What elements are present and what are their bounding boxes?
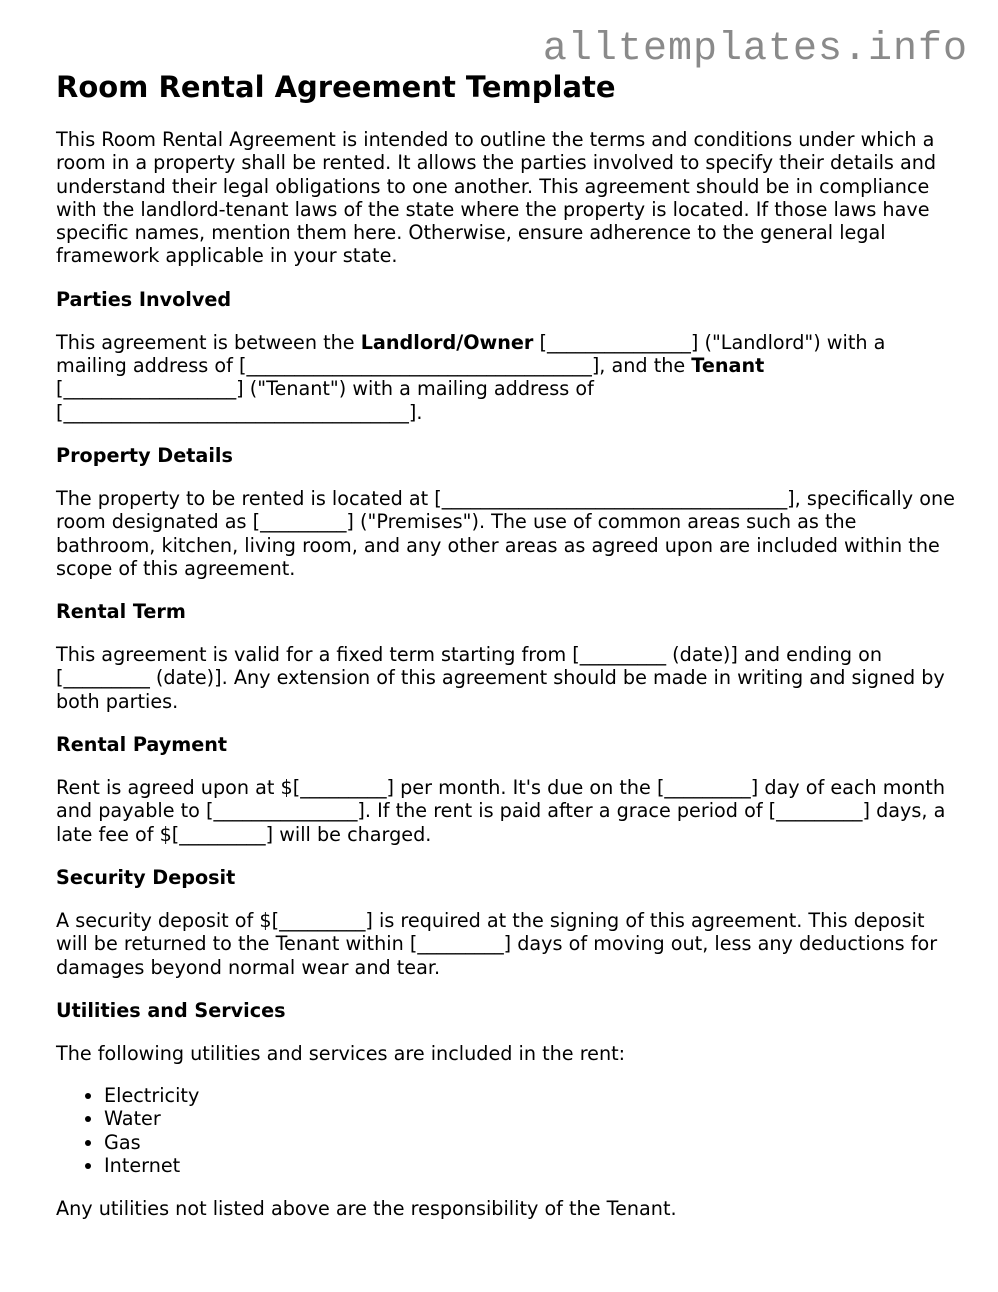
utilities-list — [56, 1084, 956, 1177]
section-heading: Utilities and Services — [56, 998, 286, 1022]
section-parties — [56, 288, 956, 424]
section-text: Rent is agreed upon at $[_________] per month. It's due on the [_________] day of each month and payable to [_______________]. If the rent is paid after a grace period of [_________] days, a late fee of $[_________] will be charged. — [56, 776, 946, 846]
section-heading: Security Deposit — [56, 865, 236, 889]
text-run: [_______________] ("Landlord") with a mailing address of [____________________________________], and the — [56, 330, 886, 378]
list-item: • Electricity — [104, 1084, 956, 1107]
section-text: A security deposit of $[_________] is required at the signing of this agreement. This deposit will be returned to the Tenant within [_________] days of moving out, less any deductions for damages beyond normal wear and tear. — [56, 908, 938, 979]
section-text: Any utilities not listed above are the responsibility of the Tenant. — [56, 1197, 677, 1221]
section-payment — [56, 733, 956, 846]
section-term — [56, 600, 956, 713]
intro-paragraph: This Room Rental Agreement is intended to outline the terms and conditions under which a room in a property shall be rented. It allows the parties involved to specify their details and understand their legal obligations to one another. This agreement should be in compliance with the landlord-tenant laws of the state where the property is located. If those laws have specific names, mention them here. Otherwise, ensure adherence to the general legal framework applicable in your state. — [56, 128, 937, 268]
watermark: alltemplates.info — [542, 27, 968, 72]
section-text: This agreement is valid for a fixed term starting from [_________ (date)] and ending on [_________ (date)]. Any extension of this agreement should be made in writing and signed by both parties. — [56, 643, 945, 713]
section-heading: Rental Term — [56, 600, 186, 624]
section-heading: Parties Involved — [56, 287, 232, 311]
section-property — [56, 444, 956, 580]
document-page — [56, 68, 956, 1221]
text-run: [__________________] ("Tenant") with a mailing address of [____________________________________]. — [56, 377, 594, 424]
list-item: • Internet — [104, 1154, 956, 1177]
tenant-label: Tenant — [691, 354, 765, 378]
section-heading: Rental Payment — [56, 733, 228, 757]
section-utilities — [56, 999, 956, 1221]
section-text: The following utilities and services are included in the rent: — [56, 1041, 626, 1065]
text-run: This agreement is between the — [56, 330, 361, 354]
section-text — [56, 331, 956, 424]
document-title: Room Rental Agreement Template — [56, 70, 616, 104]
list-item: • Gas — [104, 1131, 956, 1154]
section-heading: Property Details — [56, 443, 233, 467]
list-item: • Water — [104, 1107, 956, 1130]
section-text: The property to be rented is located at [____________________________________], specifically one room designated as [_________] ("Premises"). The use of common areas such as the bathroom, kitchen, living room, and any other areas as agreed upon are included within the scope of this agreement. — [56, 486, 955, 580]
landlord-label: Landlord/Owner — [360, 330, 534, 354]
section-deposit — [56, 866, 956, 979]
